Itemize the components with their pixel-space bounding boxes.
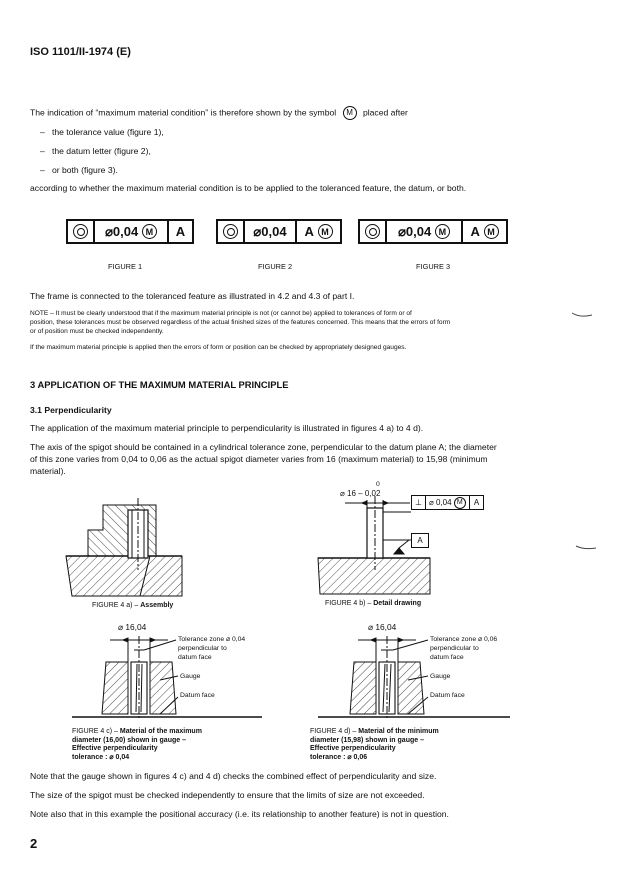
figure-4b-caption: FIGURE 4 b) – Detail drawing (325, 600, 422, 607)
dimension-main: ⌀ 16 – 0,02 (340, 489, 381, 498)
closing-paragraph: The size of the spigot must be checked independently to ensure that the limits of size are not exceeded. (30, 790, 425, 800)
note-line: or of position must be checked independently. (30, 328, 164, 335)
note-after: If the maximum material principle is applied then the errors of form or position can be checked by appropriately designed gauges. (30, 344, 407, 351)
perpendicularity-icon: ⊥ (412, 496, 426, 509)
tolerance-value: ⌀0,04 (398, 223, 432, 239)
tolerance-value: ⌀0,04 (105, 223, 139, 239)
mmc-symbol-icon: M (343, 106, 357, 120)
tolerance-cell: ⌀0,04 (245, 221, 297, 242)
datum-face-label: Datum face (430, 692, 465, 699)
figure-4a-assembly (66, 498, 182, 596)
figure-caption: FIGURE 1 (108, 262, 143, 271)
figure-caption: FIGURE 3 (416, 262, 451, 271)
note-line: NOTE – It must be clearly understood that if the maximum material principle is not (or cannot be) applied to tolerances of form or of (30, 310, 412, 317)
figure-4d-gauge (318, 636, 510, 720)
figure-4c-gauge (72, 636, 262, 720)
gauge-dimension: ⌀ 16,04 (118, 622, 147, 632)
paragraph-line: material). (30, 466, 66, 476)
datum-identifier-box: A (411, 533, 429, 548)
figure-caption: FIGURE 2 (258, 262, 293, 271)
list-item: – the datum letter (figure 2), (40, 146, 151, 156)
margin-mark (572, 313, 592, 316)
figure-4c-caption: FIGURE 4 c) – Material of the maximum diameter (16,00) shown in gauge – Effective perpendicularity tolerance : ⌀ 0,04 (72, 728, 202, 761)
tolerance-zone-label: perpendicular to (178, 645, 227, 652)
mmc-symbol-icon: M (318, 224, 333, 239)
mmc-symbol-icon: M (142, 224, 157, 239)
figure-4d-caption: FIGURE 4 d) – Material of the minimum diameter (15,98) shown in gauge – Effective perpendicularity tolerance : ⌀ 0,06 (310, 728, 439, 761)
intro-after-symbol: placed after (362, 107, 408, 118)
section-heading: 3 APPLICATION OF THE MAXIMUM MATERIAL PRINCIPLE (30, 379, 289, 390)
according-text: according to whether the maximum material condition is to be applied to the toleranced feature, the datum, or both. (30, 183, 467, 193)
tolerance-zone-label: Tolerance zone ⌀ 0,06 (430, 636, 498, 643)
gauge-dimension: ⌀ 16,04 (368, 622, 397, 632)
mmc-symbol-icon: M (454, 497, 466, 509)
feature-control-frame-4b (411, 495, 484, 510)
dimension-upper-deviation: 0 (376, 481, 380, 488)
note-line: position, these tolerances must be observed regardless of the actual finished sizes of the features concerned. This means that the errors of form (30, 319, 451, 326)
intro-before-symbol: The indication of “maximum material condition” is therefore shown by the symbol (30, 107, 337, 118)
tolerance-zone-label: datum face (430, 654, 464, 661)
datum-face-label: Datum face (180, 692, 215, 699)
figure-4a-caption: FIGURE 4 a) – Assembly (92, 602, 174, 609)
paragraph: The application of the maximum material principle to perpendicularity is illustrated in figures 4 a) to 4 d). (30, 423, 424, 433)
datum-letter: A (470, 224, 480, 239)
margin-mark (576, 546, 596, 549)
closing-paragraph: Note also that in this example the positional accuracy (i.e. its relationship to another feature) is not in question. (30, 809, 449, 819)
list-item: – the tolerance value (figure 1), (40, 127, 164, 137)
list-item: – or both (figure 3). (40, 165, 118, 175)
mmc-symbol-icon: M (435, 224, 450, 239)
frame-text: The frame is connected to the toleranced feature as illustrated in 4.2 and 4.3 of part I. (30, 291, 355, 301)
tolerance-zone-label: perpendicular to (430, 645, 479, 652)
frame-datum: A (473, 498, 480, 507)
page-number: 2 (30, 836, 38, 851)
datum-cell: A (175, 224, 186, 239)
gauge-label: Gauge (180, 673, 201, 680)
tolerance-zone-label: Tolerance zone ⌀ 0,04 (178, 636, 246, 643)
frame-tolerance: ⌀ 0,04 M (426, 496, 470, 509)
paragraph-line: of this zone varies from 0,04 to 0,06 as the actual spigot diameter varies from 16 (maximum material) to 15,98 (minimum (30, 454, 488, 464)
standard-id: ISO 1101/II-1974 (E) (30, 46, 131, 58)
subsection-heading: 3.1 Perpendicularity (30, 405, 112, 415)
datum-letter: A (304, 224, 314, 239)
mmc-symbol-icon: M (484, 224, 499, 239)
gauge-label: Gauge (430, 673, 451, 680)
tolerance-zone-label: datum face (178, 654, 212, 661)
closing-paragraph: Note that the gauge shown in figures 4 c) and 4 d) checks the combined effect of perpendicularity and size. (30, 771, 437, 781)
paragraph-line: The axis of the spigot should be contained in a cylindrical tolerance zone, perpendicular to the datum plane A; the diameter (30, 442, 497, 452)
